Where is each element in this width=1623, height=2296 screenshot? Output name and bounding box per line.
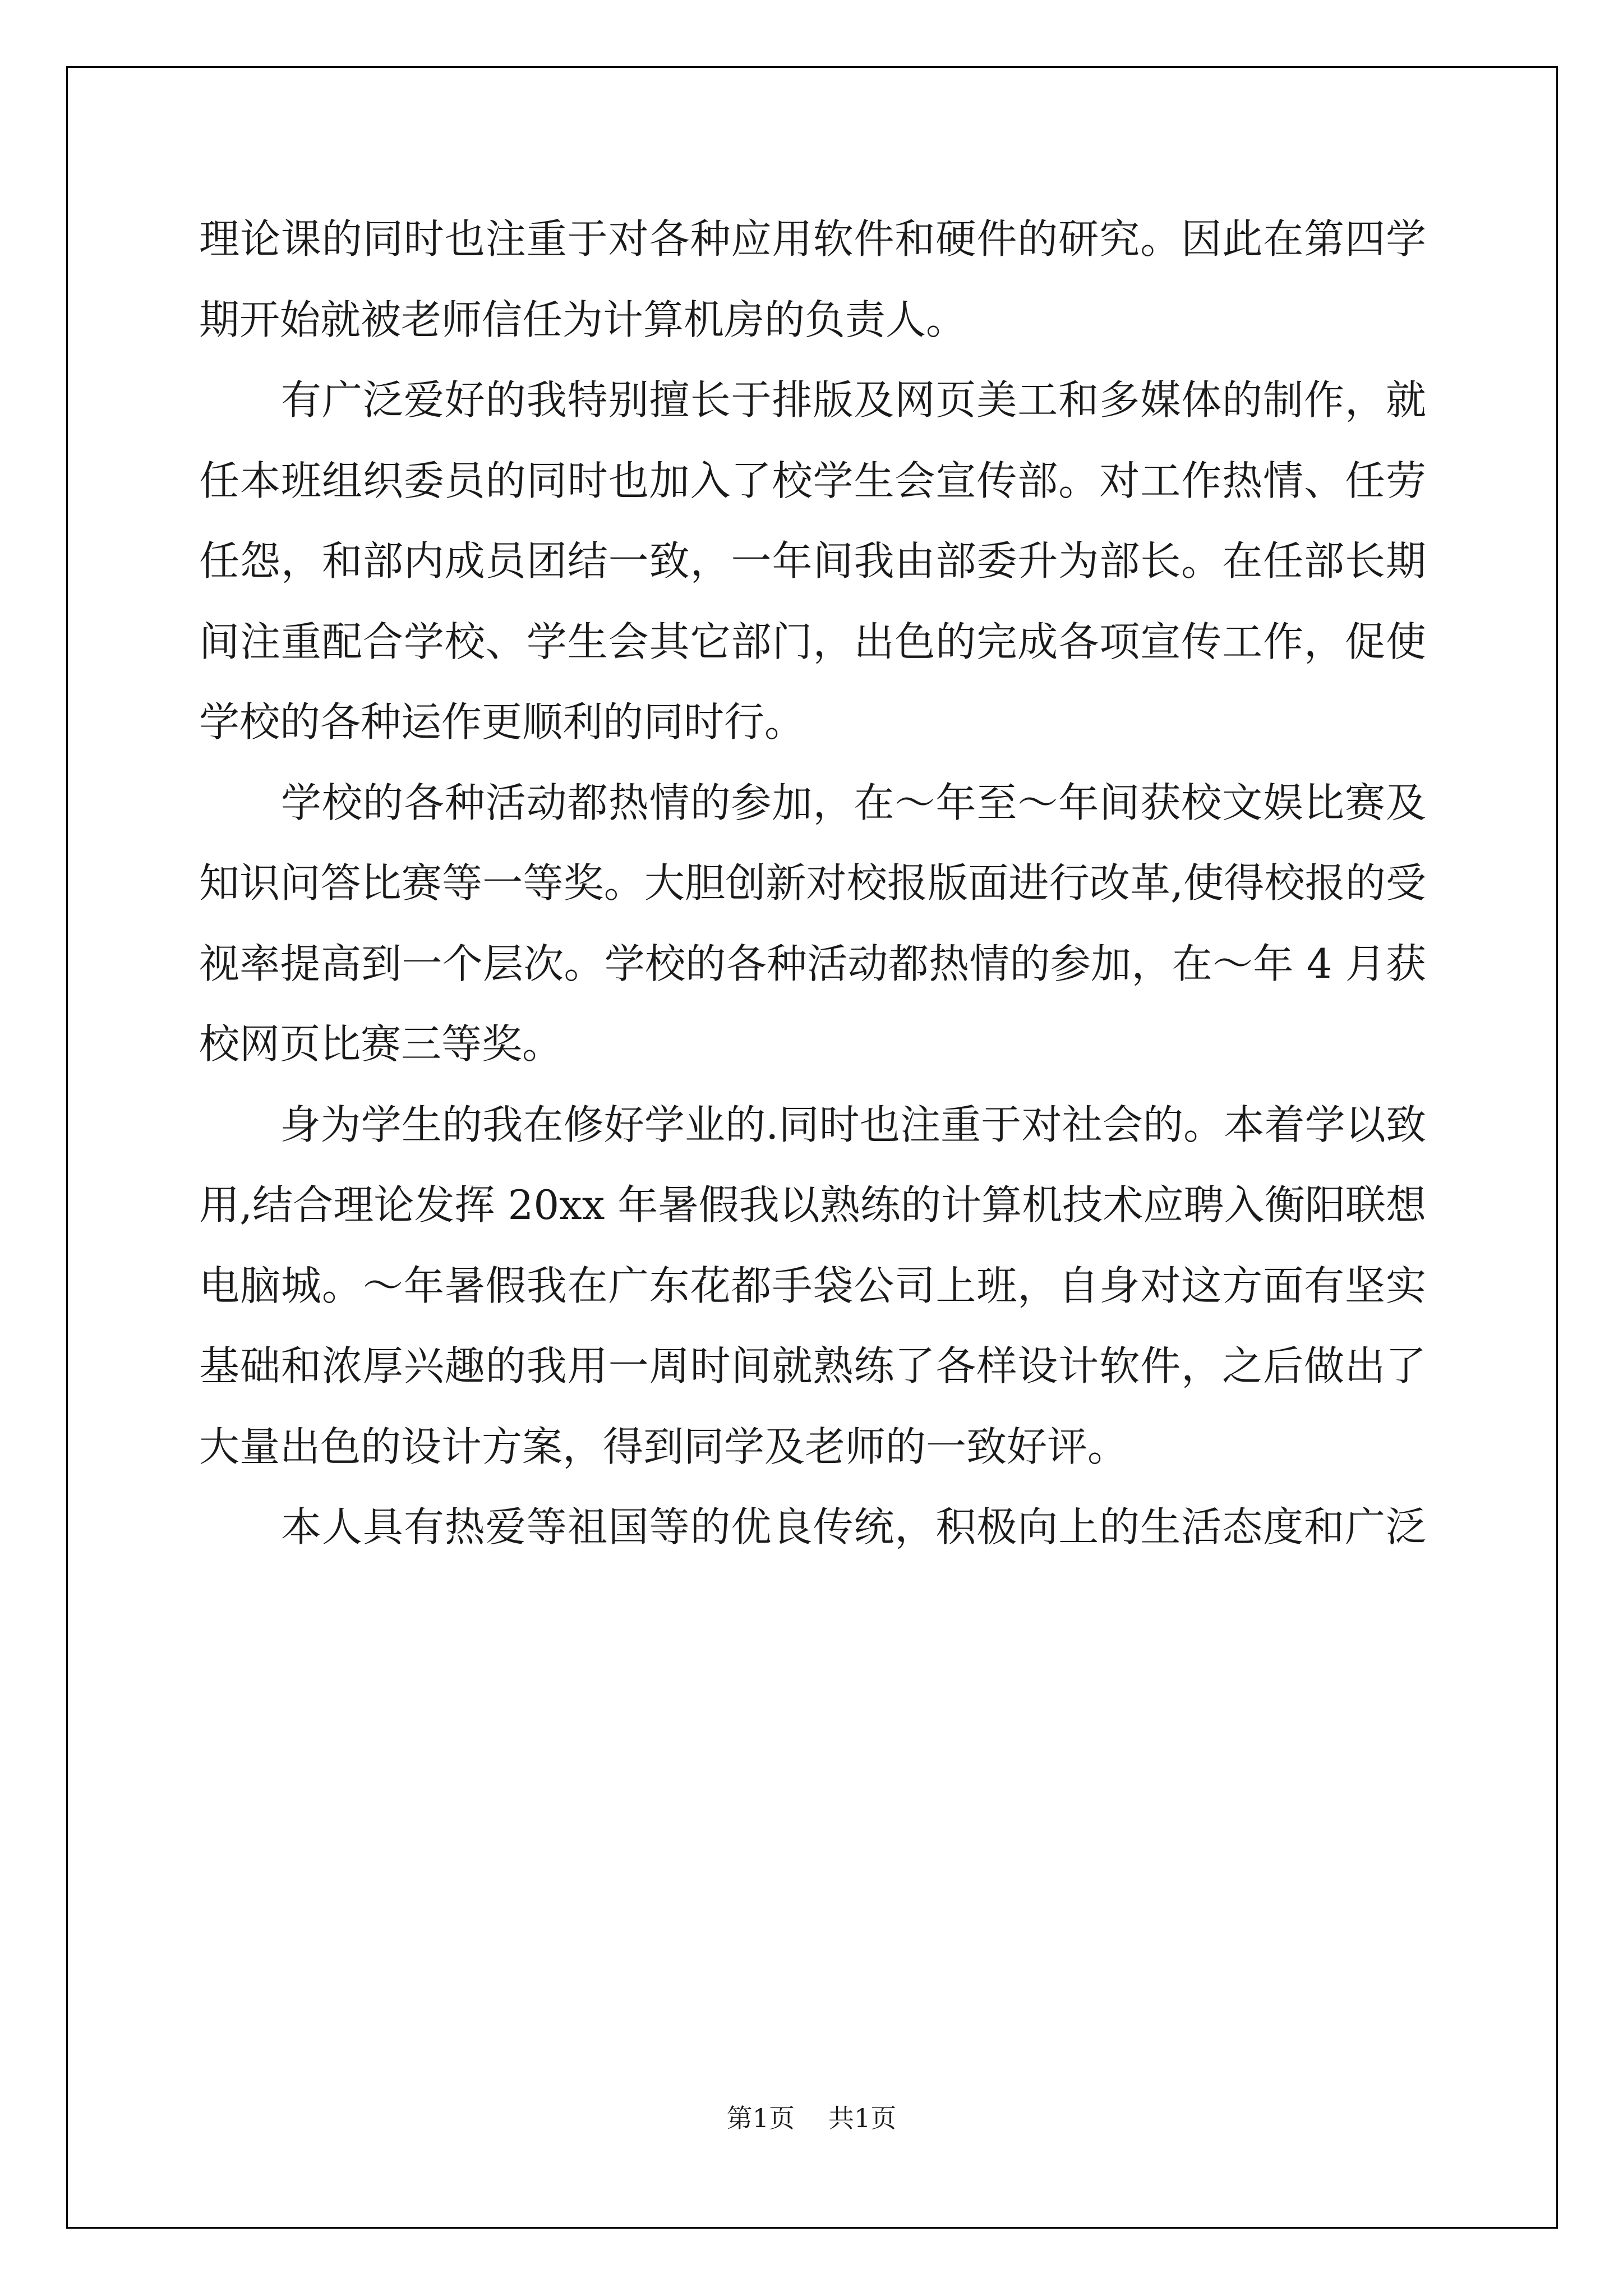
page-total: 共1页	[828, 2103, 897, 2133]
text-line: 任怨，和部内成员团结一致，一年间我由部委升为部长。在任部长期	[199, 537, 1426, 585]
text-line: 用,结合理论发挥 20xx 年暑假我以熟练的计算机技术应聘入衡阳联想	[199, 1181, 1426, 1228]
text-line: 任本班组织委员的同时也加入了校学生会宣传部。对工作热情、任劳	[199, 457, 1426, 504]
paragraph	[199, 763, 1426, 1085]
text-line: 学校的各种运作更顺利的同时行。	[199, 698, 805, 746]
paragraph	[199, 1085, 1426, 1488]
text-line: 学校的各种活动都热情的参加，在～年至～年间获校文娱比赛及	[199, 779, 1426, 826]
text-line: 身为学生的我在修好学业的.同时也注重于对社会的。本着学以致	[199, 1101, 1426, 1148]
text-line: 视率提高到一个层次。学校的各种活动都热情的参加，在～年 4 月获	[199, 940, 1426, 987]
text-line: 有广泛爱好的我特别擅长于排版及网页美工和多媒体的制作，就	[199, 376, 1426, 424]
text-line: 校网页比赛三等奖。	[199, 1020, 563, 1068]
paragraph	[199, 199, 1426, 360]
text-line: 间注重配合学校、学生会其它部门，出色的完成各项宣传工作，促使	[199, 618, 1426, 665]
text-line: 期开始就被老师信任为计算机房的负责人。	[199, 296, 967, 343]
text-line: 基础和浓厚兴趣的我用一周时间就熟练了各样设计软件，之后做出了	[199, 1342, 1426, 1389]
document-body	[199, 199, 1426, 1568]
text-line: 知识问答比赛等一等奖。大胆创新对校报版面进行改革,使得校报的受	[199, 859, 1426, 907]
text-line: 本人具有热爱等祖国等的优良传统，积极向上的生活态度和广泛	[199, 1503, 1426, 1550]
paragraph	[199, 360, 1426, 763]
paragraph	[199, 1487, 1426, 1568]
page-footer	[0, 2098, 1623, 2135]
text-line: 电脑城。～年暑假我在广东花都手袋公司上班，自身对这方面有坚实	[199, 1262, 1426, 1309]
text-line: 理论课的同时也注重于对各种应用软件和硬件的研究。因此在第四学	[199, 215, 1426, 263]
text-line: 大量出色的设计方案，得到同学及老师的一致好评。	[199, 1423, 1128, 1470]
page-number: 第1页	[726, 2103, 795, 2133]
